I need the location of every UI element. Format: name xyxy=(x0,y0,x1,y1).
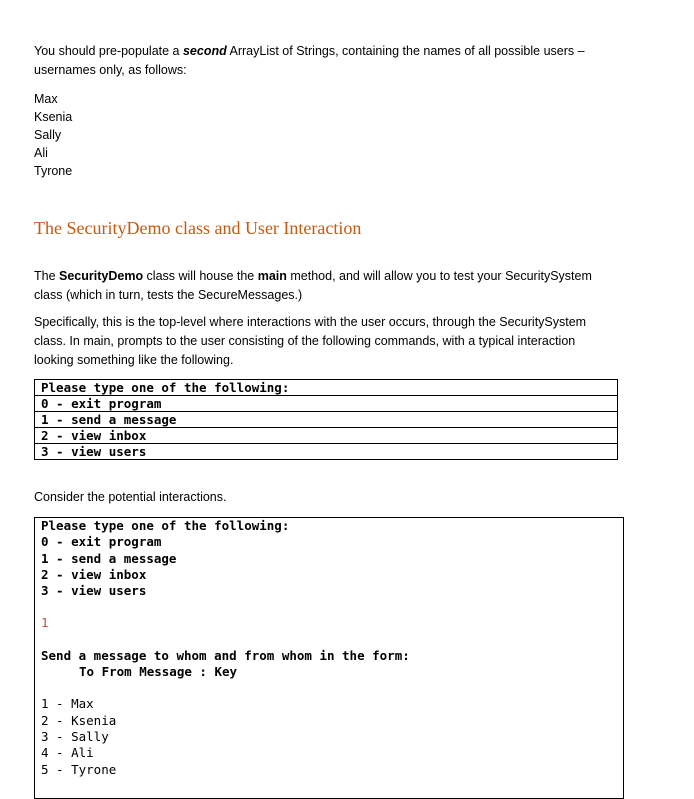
intro-text: You should pre-populate a xyxy=(34,44,183,58)
user-list-item: 3 - Sally xyxy=(41,728,109,744)
menu-prompt: Please type one of the following: xyxy=(35,380,617,396)
menu-option: 0 - exit program xyxy=(35,396,617,412)
send-message-prompt: Send a message to whom and from whom in the form: xyxy=(41,647,410,663)
list-item: Tyrone xyxy=(34,164,73,178)
intro-paragraph xyxy=(34,42,604,80)
interaction-option: 3 - view users xyxy=(41,583,147,599)
menu-code-box xyxy=(34,379,618,460)
p2-bold-class: SecurityDemo xyxy=(59,269,144,283)
list-item: Max xyxy=(34,92,58,106)
user-list-item: 4 - Ali xyxy=(41,745,94,761)
p2-bold-method: main xyxy=(257,269,287,283)
consider-paragraph: Consider the potential interactions. xyxy=(34,490,227,504)
username-list xyxy=(34,90,72,180)
interaction-prompt: Please type one of the following: xyxy=(41,518,290,533)
user-list-item: 2 - Ksenia xyxy=(41,712,117,728)
user-input-value: 1 xyxy=(41,615,49,631)
securitydemo-paragraph xyxy=(34,267,609,305)
user-list-item: 1 - Max xyxy=(41,696,94,712)
p2-text: class will house the xyxy=(143,269,258,283)
menu-option: 3 - view users xyxy=(41,444,147,459)
list-item: Ksenia xyxy=(34,110,73,124)
interaction-code-box xyxy=(34,517,624,799)
format-hint: To From Message : Key xyxy=(79,664,238,680)
intro-text-end: ArrayList of Strings, containing the names of all possible users – usernames only, as follows: xyxy=(34,44,585,77)
interaction-paragraph: Specifically, this is the top-level where interactions with the user occurs, through the SecuritySystem class. In main, prompts to the user consisting of the following commands, with a typical interaction looking something like the following. xyxy=(34,315,587,367)
menu-option: 2 - view inbox xyxy=(35,428,617,444)
intro-emphasis: second xyxy=(182,44,227,58)
interaction-option: 2 - view inbox xyxy=(41,566,147,582)
user-list-item: 5 - Tyrone xyxy=(41,761,117,777)
p2-text: method, and will allow you to test your SecuritySystem class (which in turn, tests the SecureMessages.) xyxy=(34,269,592,302)
interaction-option: 0 - exit program xyxy=(41,534,162,550)
list-item: Sally xyxy=(34,128,62,142)
menu-option: 1 - send a message xyxy=(35,412,617,428)
interaction-option: 1 - send a message xyxy=(41,550,177,566)
p2-text: The xyxy=(34,269,60,283)
section-heading: The SecurityDemo class and User Interaction xyxy=(34,218,362,238)
list-item: Ali xyxy=(34,146,48,160)
